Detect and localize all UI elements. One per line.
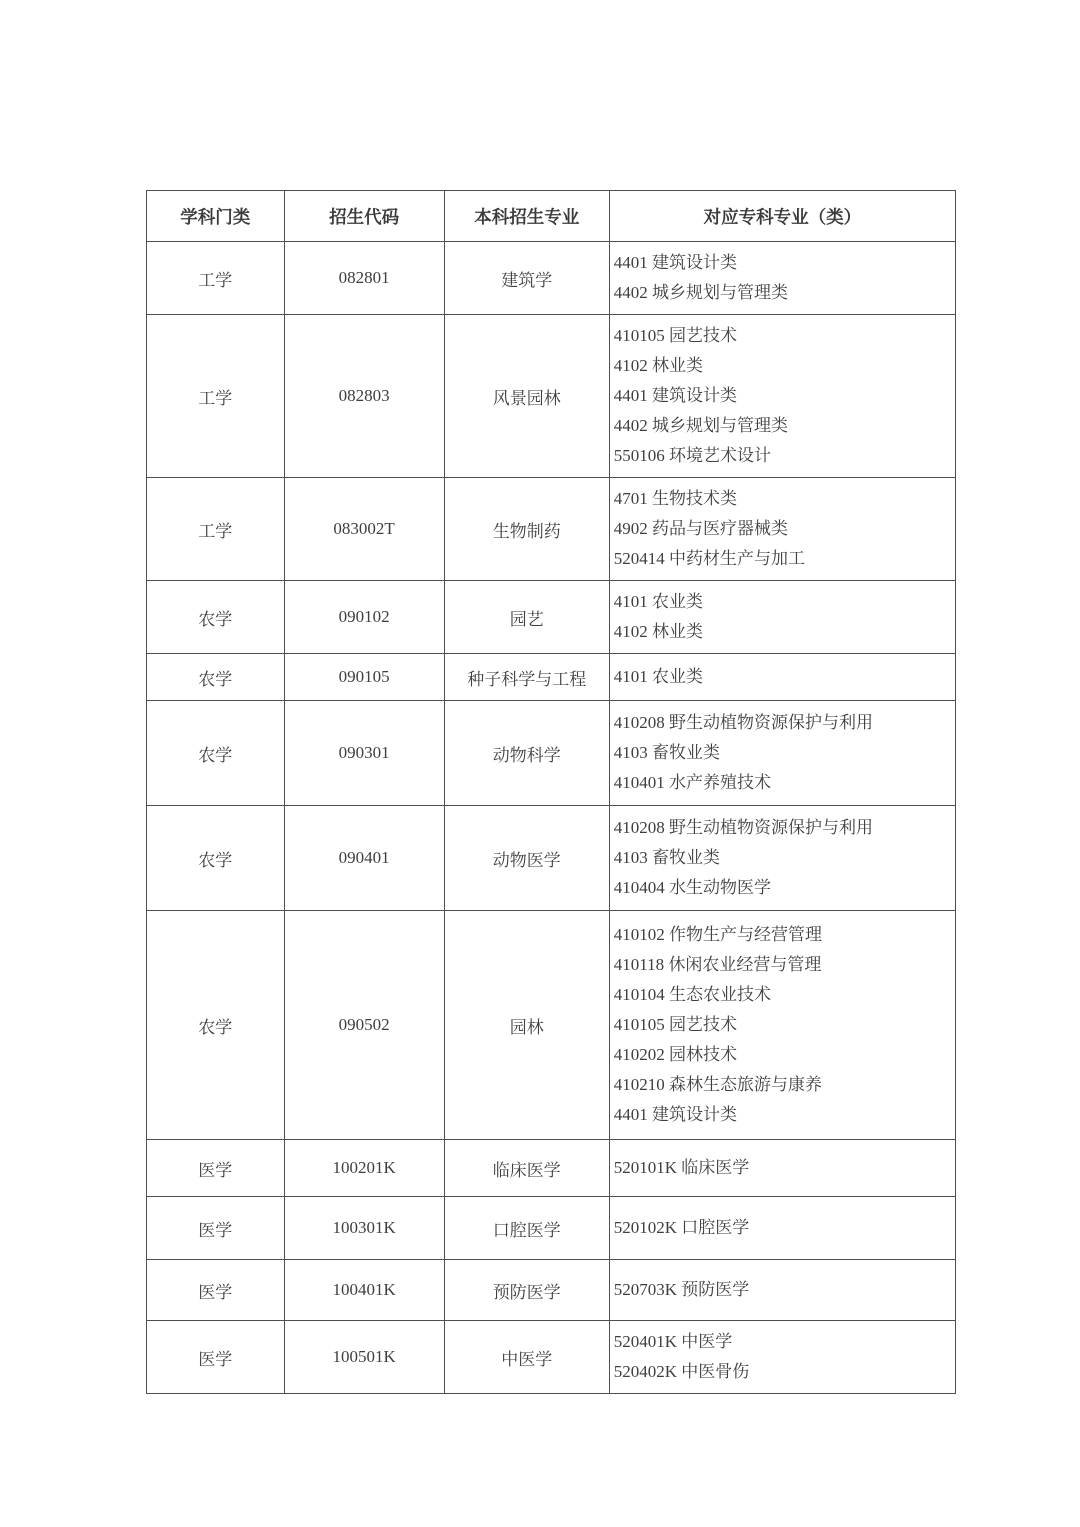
- table-row: [147, 806, 956, 911]
- cell-undergraduate-major: 风景园林: [444, 315, 609, 478]
- cell-corresponding-college-majors: [609, 806, 955, 911]
- mapped-major-line: 4102 林业类: [613, 356, 703, 375]
- mapped-major-line: 520401K 中医学: [613, 1332, 733, 1351]
- mapped-major-line: 410118 休闲农业经营与管理: [613, 955, 822, 974]
- cell-undergraduate-major: 园林: [444, 911, 609, 1140]
- mapped-major-line: 4902 药品与医疗器械类: [613, 519, 788, 538]
- cell-discipline-category: 工学: [147, 478, 285, 581]
- cell-undergraduate-major: 生物制药: [444, 478, 609, 581]
- mapped-major-line: 410404 水生动物医学: [613, 878, 771, 897]
- cell-discipline-category: 医学: [147, 1140, 285, 1197]
- table-row: [147, 581, 956, 654]
- cell-enrollment-code: 090401: [284, 806, 444, 911]
- mapped-major-line: 410208 野生动植物资源保护与利用: [613, 818, 873, 837]
- cell-discipline-category: 农学: [147, 701, 285, 806]
- cell-undergraduate-major: 预防医学: [444, 1260, 609, 1321]
- table-header-row: [147, 191, 956, 242]
- mapped-major-line: 4402 城乡规划与管理类: [613, 283, 788, 302]
- mapped-major-line: 520703K 预防医学: [613, 1280, 750, 1299]
- mapped-major-line: 4401 建筑设计类: [613, 386, 737, 405]
- cell-enrollment-code: 090105: [284, 654, 444, 701]
- table-row: [147, 1140, 956, 1197]
- cell-corresponding-college-majors: [609, 242, 955, 315]
- table-row: [147, 911, 956, 1140]
- cell-discipline-category: 医学: [147, 1260, 285, 1321]
- table-body: [147, 242, 956, 1394]
- mapped-major-line: 520414 中药材生产与加工: [613, 549, 805, 568]
- cell-corresponding-college-majors: [609, 1321, 955, 1394]
- cell-corresponding-college-majors: [609, 701, 955, 806]
- cell-enrollment-code: 100201K: [284, 1140, 444, 1197]
- table-row: [147, 1260, 956, 1321]
- cell-corresponding-college-majors: [609, 1197, 955, 1260]
- mapped-major-line: 4103 畜牧业类: [613, 743, 720, 762]
- cell-undergraduate-major: 中医学: [444, 1321, 609, 1394]
- header-discipline-category: 学科门类: [147, 191, 285, 242]
- cell-enrollment-code: 100301K: [284, 1197, 444, 1260]
- cell-discipline-category: 农学: [147, 806, 285, 911]
- mapped-major-line: 410102 作物生产与经营管理: [613, 925, 822, 944]
- cell-discipline-category: 医学: [147, 1197, 285, 1260]
- cell-undergraduate-major: 动物科学: [444, 701, 609, 806]
- cell-discipline-category: 农学: [147, 654, 285, 701]
- header-undergraduate-major: 本科招生专业: [444, 191, 609, 242]
- mapped-major-line: 410208 野生动植物资源保护与利用: [613, 713, 873, 732]
- cell-enrollment-code: 090502: [284, 911, 444, 1140]
- cell-enrollment-code: 100501K: [284, 1321, 444, 1394]
- mapped-major-line: 4401 建筑设计类: [613, 1105, 737, 1124]
- cell-enrollment-code: 082801: [284, 242, 444, 315]
- table-row: [147, 1197, 956, 1260]
- cell-enrollment-code: 100401K: [284, 1260, 444, 1321]
- cell-discipline-category: 工学: [147, 242, 285, 315]
- cell-enrollment-code: 090301: [284, 701, 444, 806]
- cell-undergraduate-major: 建筑学: [444, 242, 609, 315]
- table-row: [147, 315, 956, 478]
- cell-corresponding-college-majors: [609, 654, 955, 701]
- mapped-major-line: 4101 农业类: [613, 592, 703, 611]
- mapped-major-line: 410202 园林技术: [613, 1045, 737, 1064]
- table-row: [147, 701, 956, 806]
- cell-undergraduate-major: 种子科学与工程: [444, 654, 609, 701]
- cell-undergraduate-major: 口腔医学: [444, 1197, 609, 1260]
- cell-discipline-category: 农学: [147, 581, 285, 654]
- mapped-major-line: 520102K 口腔医学: [613, 1218, 750, 1237]
- cell-enrollment-code: 090102: [284, 581, 444, 654]
- mapped-major-line: 550106 环境艺术设计: [613, 446, 771, 465]
- mapped-major-line: 520101K 临床医学: [613, 1158, 750, 1177]
- cell-discipline-category: 农学: [147, 911, 285, 1140]
- table-row: [147, 242, 956, 315]
- mapped-major-line: 4102 林业类: [613, 622, 703, 641]
- mapped-major-line: 520402K 中医骨伤: [613, 1362, 750, 1381]
- majors-mapping-table: [146, 190, 956, 1394]
- mapped-major-line: 410105 园艺技术: [613, 326, 737, 345]
- table-row: [147, 478, 956, 581]
- cell-corresponding-college-majors: [609, 1140, 955, 1197]
- mapped-major-line: 4401 建筑设计类: [613, 253, 737, 272]
- cell-discipline-category: 工学: [147, 315, 285, 478]
- cell-undergraduate-major: 园艺: [444, 581, 609, 654]
- cell-corresponding-college-majors: [609, 1260, 955, 1321]
- cell-undergraduate-major: 动物医学: [444, 806, 609, 911]
- mapped-major-line: 410210 森林生态旅游与康养: [613, 1075, 822, 1094]
- cell-corresponding-college-majors: [609, 911, 955, 1140]
- mapped-major-line: 410104 生态农业技术: [613, 985, 771, 1004]
- cell-enrollment-code: 083002T: [284, 478, 444, 581]
- cell-enrollment-code: 082803: [284, 315, 444, 478]
- mapped-major-line: 410105 园艺技术: [613, 1015, 737, 1034]
- mapped-major-line: 4103 畜牧业类: [613, 848, 720, 867]
- mapped-major-line: 4701 生物技术类: [613, 489, 737, 508]
- cell-undergraduate-major: 临床医学: [444, 1140, 609, 1197]
- cell-discipline-category: 医学: [147, 1321, 285, 1394]
- mapped-major-line: 4402 城乡规划与管理类: [613, 416, 788, 435]
- table-row: [147, 654, 956, 701]
- mapped-major-line: 4101 农业类: [613, 667, 703, 686]
- cell-corresponding-college-majors: [609, 315, 955, 478]
- cell-corresponding-college-majors: [609, 581, 955, 654]
- cell-corresponding-college-majors: [609, 478, 955, 581]
- mapped-major-line: 410401 水产养殖技术: [613, 773, 771, 792]
- table-row: [147, 1321, 956, 1394]
- header-enrollment-code: 招生代码: [284, 191, 444, 242]
- header-corresponding-college-major: 对应专科专业（类）: [609, 191, 955, 242]
